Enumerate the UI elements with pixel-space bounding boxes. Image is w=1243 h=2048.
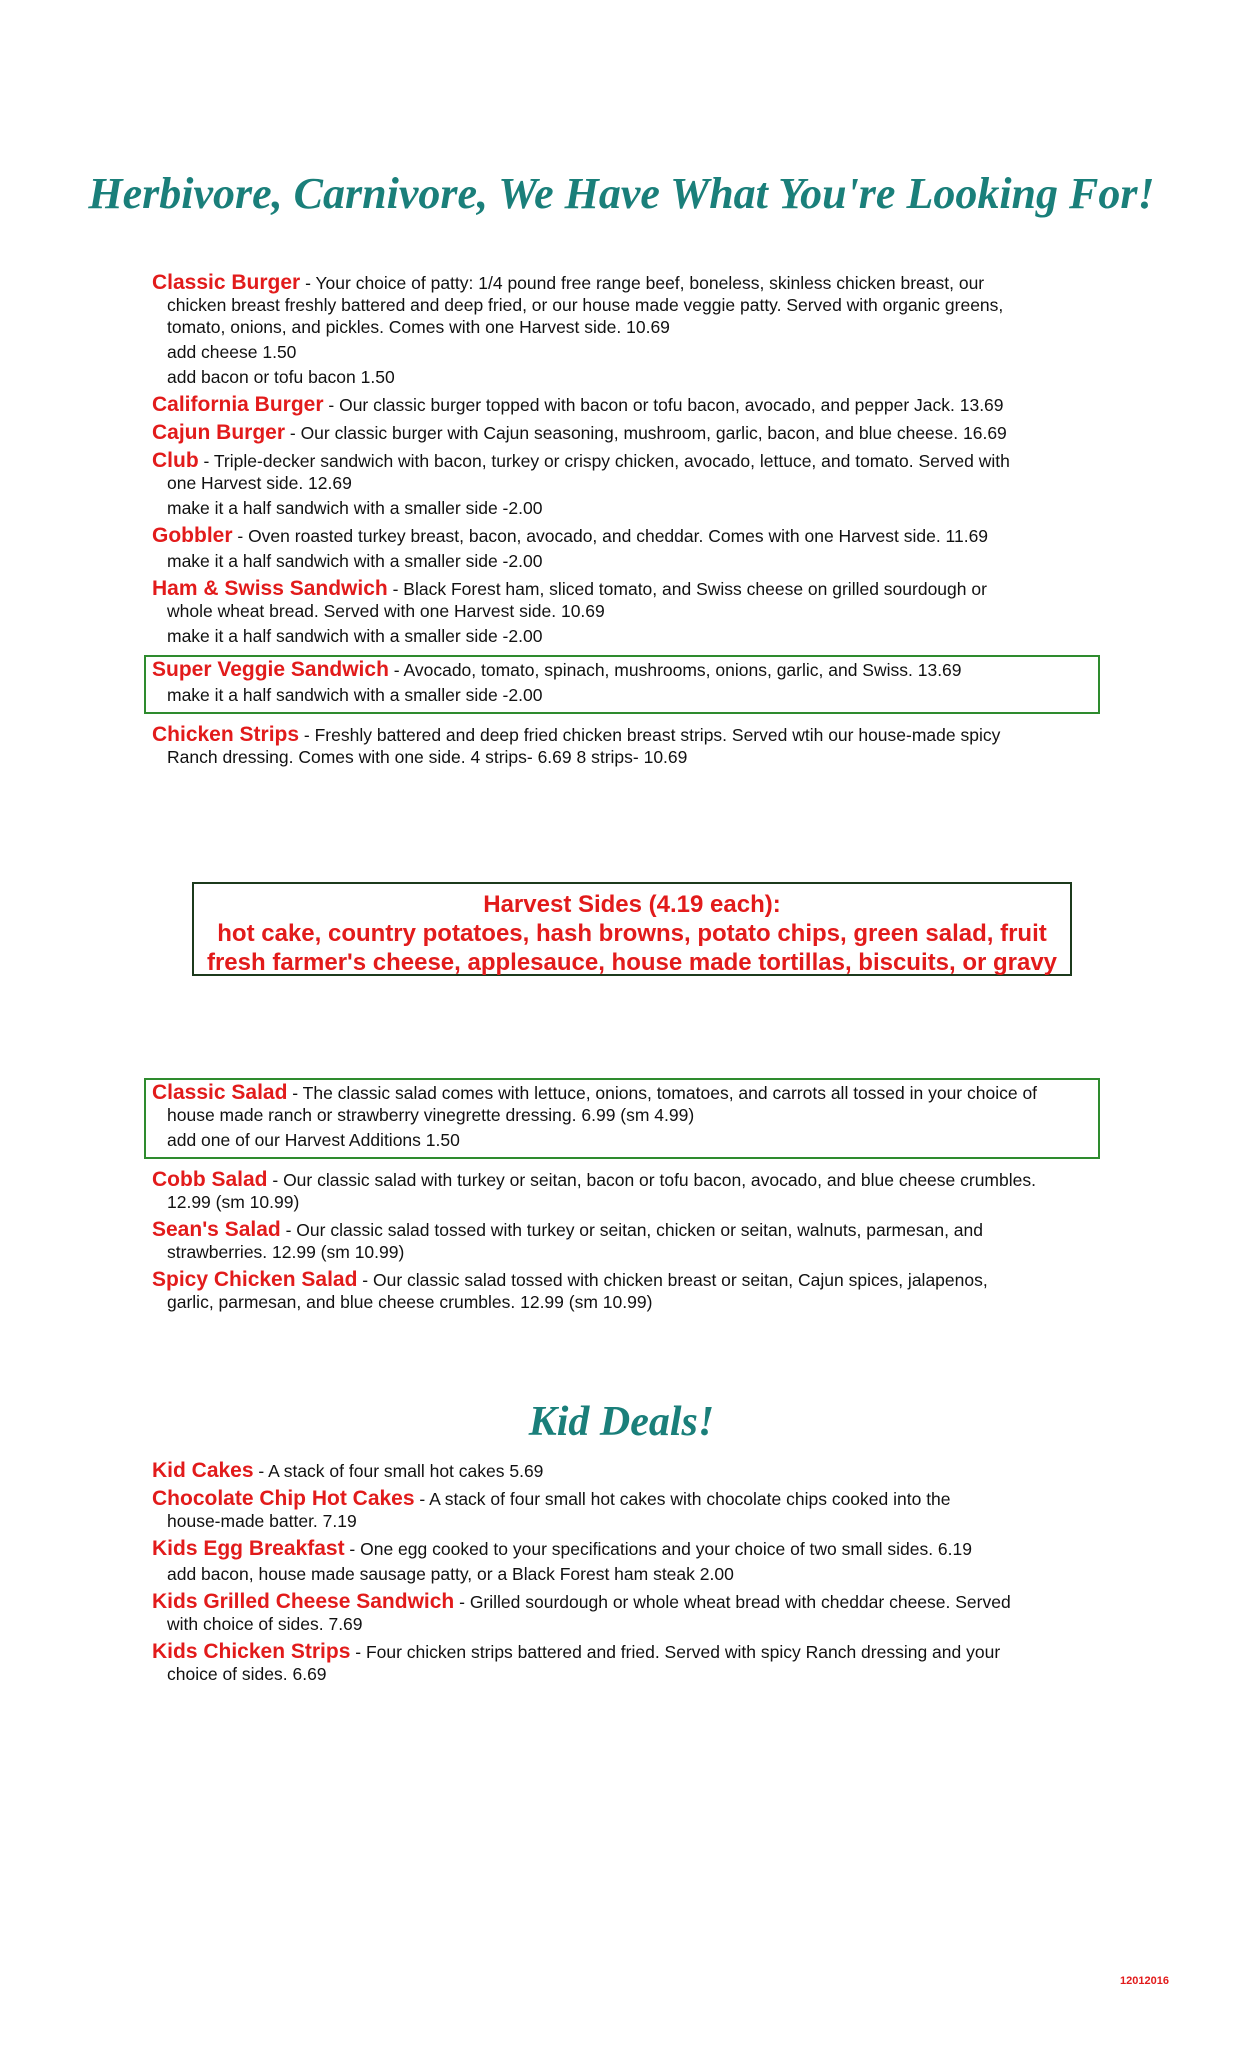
menu-item-cajun-burger xyxy=(152,422,1092,444)
menu-item-cobb-salad xyxy=(152,1169,1092,1213)
sandwich-section xyxy=(152,272,1092,774)
menu-item-classic-burger xyxy=(152,272,1092,388)
item-desc: - Black Forest ham, sliced tomato, and Swiss cheese on grilled sourdough or xyxy=(387,579,987,599)
item-desc-cont: whole wheat bread. Served with one Harvest side. 10.69 xyxy=(167,601,605,621)
item-name: Gobbler xyxy=(152,524,233,547)
menu-item-kids-chicken-strips xyxy=(152,1641,1092,1685)
item-desc-cont: 12.99 (sm 10.99) xyxy=(167,1192,300,1212)
menu-item-kids-egg-breakfast xyxy=(152,1538,1092,1585)
item-name: Classic Burger xyxy=(152,271,301,294)
kids-title: Kid Deals! xyxy=(528,1399,715,1445)
item-name: Super Veggie Sandwich xyxy=(152,658,389,681)
item-desc: - Our classic salad tossed with chicken breast or seitan, Cajun spices, jalapenos, xyxy=(357,1270,988,1290)
menu-item-choc-chip-hot-cakes xyxy=(152,1488,1092,1532)
menu-item-kid-cakes xyxy=(152,1460,1092,1482)
menu-item-super-veggie xyxy=(144,655,1100,714)
item-desc: - Avocado, tomato, spinach, mushrooms, onions, garlic, and Swiss. 13.69 xyxy=(388,660,962,680)
menu-item-california-burger xyxy=(152,394,1092,416)
sides-heading: Harvest Sides (4.19 each): xyxy=(483,891,781,918)
item-desc: - Our classic burger topped with bacon or tofu bacon, avocado, and pepper Jack. 13.69 xyxy=(323,395,1004,415)
page-title: Herbivore, Carnivore, We Have What You're Looking For! xyxy=(88,169,1155,218)
item-desc-cont: garlic, parmesan, and blue cheese crumbles. 12.99 (sm 10.99) xyxy=(167,1292,653,1312)
item-name: Classic Salad xyxy=(152,1081,288,1104)
item-addon: make it a half sandwich with a smaller side -2.00 xyxy=(167,551,543,571)
item-desc-cont: choice of sides. 6.69 xyxy=(167,1664,327,1684)
item-desc-cont: tomato, onions, and pickles. Comes with one Harvest side. 10.69 xyxy=(167,317,670,337)
item-desc: - Freshly battered and deep fried chicken breast strips. Served wtih our house-made spicy xyxy=(299,725,1001,745)
item-name: Club xyxy=(152,449,199,472)
item-name: Chocolate Chip Hot Cakes xyxy=(152,1487,415,1510)
item-addon: make it a half sandwich with a smaller side -2.00 xyxy=(167,626,543,646)
item-addon: add bacon or tofu bacon 1.50 xyxy=(167,367,395,387)
menu-item-kids-grilled-cheese xyxy=(152,1591,1092,1635)
item-desc: - One egg cooked to your specifications and your choice of two small sides. 6.19 xyxy=(344,1539,972,1559)
sides-line: fresh farmer's cheese, applesauce, house made tortillas, biscuits, or gravy xyxy=(206,949,1058,976)
item-desc-cont: house-made batter. 7.19 xyxy=(167,1511,357,1531)
menu-item-spicy-chicken-salad xyxy=(152,1269,1092,1313)
item-desc: - Our classic salad with turkey or seitan, bacon or tofu bacon, avocado, and blue cheese crumbles. xyxy=(267,1170,1036,1190)
item-desc: - Our classic burger with Cajun seasoning, mushroom, garlic, bacon, and blue cheese. 16.69 xyxy=(285,423,1007,443)
menu-item-seans-salad xyxy=(152,1219,1092,1263)
menu-item-gobbler xyxy=(152,525,1092,572)
item-name: California Burger xyxy=(152,393,324,416)
item-name: Cajun Burger xyxy=(152,421,286,444)
item-addon: add one of our Harvest Additions 1.50 xyxy=(167,1130,460,1150)
item-addon: add bacon, house made sausage patty, or a Black Forest ham steak 2.00 xyxy=(167,1564,734,1584)
item-name: Kids Grilled Cheese Sandwich xyxy=(152,1590,455,1613)
item-desc-cont: with choice of sides. 7.69 xyxy=(167,1614,363,1634)
item-desc: - The classic salad comes with lettuce, onions, tomatoes, and carrots all tossed in your choice of xyxy=(287,1083,1038,1103)
item-desc: - A stack of four small hot cakes 5.69 xyxy=(253,1461,544,1481)
harvest-sides-box xyxy=(192,882,1072,976)
item-desc: - A stack of four small hot cakes with chocolate chips cooked into the xyxy=(414,1489,951,1509)
item-desc: - Our classic salad tossed with turkey or seitan, chicken or seitan, walnuts, parmesan, and xyxy=(280,1220,983,1240)
item-desc-cont: house made ranch or strawberry vinegrette dressing. 6.99 (sm 4.99) xyxy=(167,1105,695,1125)
menu-item-chicken-strips xyxy=(152,724,1092,768)
item-addon: make it a half sandwich with a smaller side -2.00 xyxy=(167,685,543,705)
item-name: Kid Cakes xyxy=(152,1459,254,1482)
menu-item-classic-salad xyxy=(144,1078,1100,1159)
item-name: Chicken Strips xyxy=(152,723,300,746)
item-desc-cont: chicken breast freshly battered and deep fried, or our house made veggie patty. Served with organic greens, xyxy=(167,295,1004,315)
item-desc: - Four chicken strips battered and fried. Served with spicy Ranch dressing and your xyxy=(350,1642,1001,1662)
item-desc-cont: one Harvest side. 12.69 xyxy=(167,473,352,493)
menu-item-club xyxy=(152,450,1092,519)
item-desc: - Grilled sourdough or whole wheat bread with cheddar cheese. Served xyxy=(454,1592,1011,1612)
item-desc: - Your choice of patty: 1/4 pound free range beef, boneless, skinless chicken breast, our xyxy=(300,273,985,293)
item-name: Kids Chicken Strips xyxy=(152,1640,351,1663)
print-code: 12012016 xyxy=(1120,1975,1169,1987)
kids-section xyxy=(152,1460,1092,1691)
item-name: Cobb Salad xyxy=(152,1168,268,1191)
item-name: Sean's Salad xyxy=(152,1218,281,1241)
item-name: Ham & Swiss Sandwich xyxy=(152,577,388,600)
item-name: Kids Egg Breakfast xyxy=(152,1537,345,1560)
item-addon: add cheese 1.50 xyxy=(167,342,297,362)
item-desc-cont: strawberries. 12.99 (sm 10.99) xyxy=(167,1242,405,1262)
item-desc-cont: Ranch dressing. Comes with one side. 4 strips- 6.69 8 strips- 10.69 xyxy=(167,747,688,767)
item-desc: - Oven roasted turkey breast, bacon, avocado, and cheddar. Comes with one Harvest side. 11.69 xyxy=(232,526,989,546)
item-desc: - Triple-decker sandwich with bacon, turkey or crispy chicken, avocado, lettuce, and tomato. Served with xyxy=(198,451,1010,471)
salad-section xyxy=(152,1070,1092,1319)
item-name: Spicy Chicken Salad xyxy=(152,1268,358,1291)
sides-line: hot cake, country potatoes, hash browns, potato chips, green salad, fruit xyxy=(217,920,1047,947)
menu-item-ham-swiss xyxy=(152,578,1092,647)
item-addon: make it a half sandwich with a smaller side -2.00 xyxy=(167,498,543,518)
